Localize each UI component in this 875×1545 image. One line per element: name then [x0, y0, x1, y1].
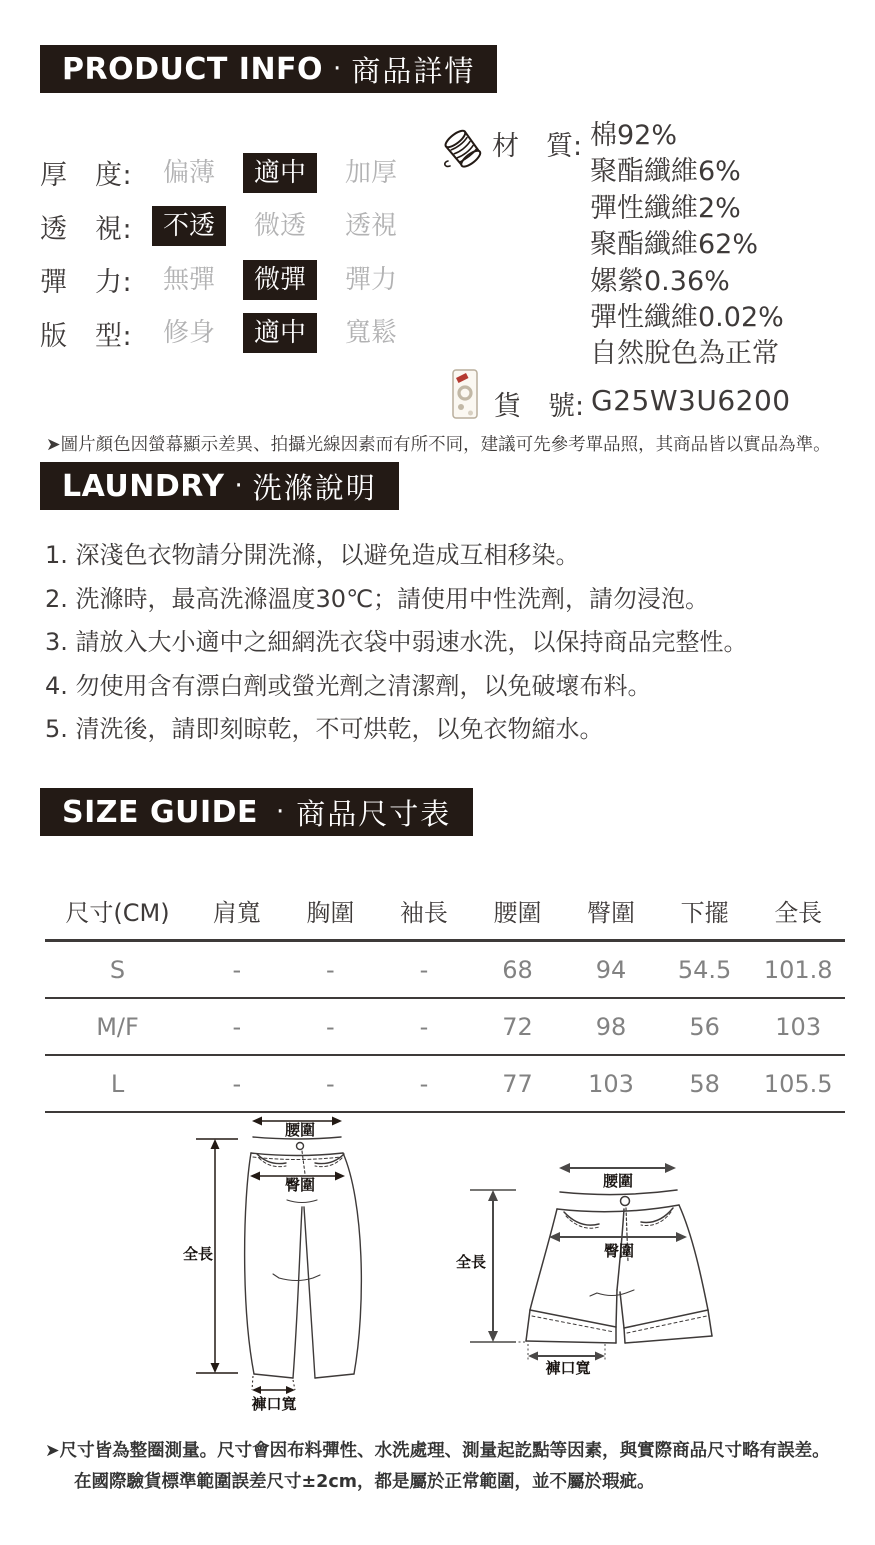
size-cell: - — [326, 955, 335, 984]
attribute-row-sheerness — [40, 200, 425, 254]
shorts-hip-label: 臀圍 — [603, 1242, 635, 1260]
attribute-option: 微透 — [253, 211, 306, 242]
size-table-header: 袖長 — [399, 899, 448, 927]
size-cell: - — [326, 1069, 335, 1098]
size-table-header: 腰圍 — [493, 899, 542, 927]
shorts-hem-width-label: 褲口寬 — [545, 1359, 591, 1377]
laundry-instruction: 1. 深淺色衣物請分開洗滌，以避免造成互相移染。 — [45, 541, 580, 569]
size-cell: 58 — [689, 1069, 720, 1098]
attribute-option: 不透 — [152, 206, 226, 246]
material-line: 彈性纖維0.02% — [590, 302, 784, 334]
size-cell: 101.8 — [763, 955, 833, 984]
separator-dot: · — [333, 54, 342, 84]
material-line: 聚酯纖維62% — [590, 229, 759, 261]
material-line: 棉92% — [590, 120, 678, 151]
laundry-instruction: 2. 洗滌時，最高洗滌溫度30℃；請使用中性洗劑，請勿浸泡。 — [45, 584, 710, 613]
attribute-row-fit — [40, 307, 425, 361]
color-difference-note: ➤圖片顏色因螢幕顯示差異、拍攝光線因素而有所不同，建議可先參考單品照，其商品皆以實品為準。 — [46, 435, 831, 455]
size-table — [45, 882, 845, 1113]
attribute-option: 微彈 — [243, 260, 317, 300]
size-footnote — [45, 1437, 830, 1493]
material-line: 聚酯纖維6% — [590, 156, 741, 188]
attribute-option: 偏薄 — [162, 157, 215, 188]
attribute-option: 適中 — [243, 313, 317, 353]
attribute-label: 彈 力: — [40, 267, 133, 299]
hang-tag-icon — [450, 368, 482, 422]
laundry-instruction: 5. 清洗後，請即刻晾乾，不可烘乾，以免衣物縮水。 — [45, 715, 604, 743]
pants-waist-label: 腰圍 — [284, 1121, 316, 1139]
size-table-header: 全長 — [774, 899, 823, 927]
separator-dot: · — [234, 471, 243, 501]
size-cell: 72 — [502, 1012, 533, 1041]
separator-dot: · — [276, 797, 285, 827]
size-cell: - — [419, 1069, 429, 1098]
product-info-title-en: PRODUCT INFO — [62, 51, 324, 87]
size-cell: 94 — [595, 955, 627, 984]
shorts-waist-label: 腰圍 — [602, 1172, 634, 1190]
attribute-row-elasticity — [40, 253, 425, 307]
size-table-row-l — [45, 1055, 845, 1112]
size-guide-title-zh: 商品尺寸表 — [296, 796, 452, 831]
laundry-instruction: 3. 請放入大小適中之細網洗衣袋中弱速水洗，以保持商品完整性。 — [45, 628, 748, 656]
pants-measurement-diagram — [152, 1106, 442, 1431]
size-table-header: 胸圍 — [306, 899, 355, 927]
laundry-title-zh: 洗滌說明 — [252, 470, 377, 505]
size-cell: - — [232, 1069, 242, 1098]
size-cell: 98 — [595, 1012, 627, 1041]
thread-spool-icon — [440, 126, 488, 174]
size-table-header: 臀圍 — [587, 899, 636, 927]
attribute-label: 版 型: — [40, 320, 133, 352]
attribute-option: 彈力 — [344, 264, 397, 295]
size-cell: M/F — [96, 1012, 139, 1041]
size-footnote-line1: ➤尺寸皆為整圈測量。尺寸會因布料彈性、水洗處理、測量起訖點等因素，與實際商品尺寸略有誤差。 — [45, 1441, 830, 1461]
material-line: 彈性纖維2% — [590, 192, 741, 224]
material-line: 自然脫色為正常 — [590, 338, 779, 370]
size-guide-title-en: SIZE GUIDE — [62, 794, 259, 830]
attribute-row-thickness — [40, 146, 425, 200]
size-cell: 54.5 — [677, 955, 732, 984]
pants-length-label: 全長 — [182, 1245, 214, 1263]
attribute-option: 適中 — [243, 153, 317, 193]
size-cell: - — [232, 955, 242, 984]
laundry-instruction-list — [45, 534, 748, 752]
laundry-title-en: LAUNDRY — [62, 468, 225, 504]
laundry-instruction: 4. 勿使用含有漂白劑或螢光劑之清潔劑，以免破壞布料。 — [45, 671, 652, 700]
shorts-length-label: 全長 — [455, 1253, 487, 1271]
size-cell: L — [110, 1069, 125, 1098]
size-table-header: 肩寬 — [212, 899, 261, 927]
attribute-label: 透 視: — [40, 213, 133, 245]
product-info-title-zh: 商品詳情 — [351, 53, 476, 88]
size-cell: 56 — [689, 1012, 720, 1041]
laundry-header — [40, 462, 399, 510]
material-line: 嫘縈0.36% — [590, 265, 730, 297]
size-cell: 103 — [588, 1069, 634, 1098]
size-table-header: 尺寸(CM) — [65, 899, 170, 927]
attribute-option: 透視 — [344, 211, 397, 242]
size-cell: S — [109, 955, 126, 984]
size-cell: - — [419, 1012, 429, 1041]
size-cell: 103 — [775, 1012, 822, 1041]
item-number-value: G25W3U6200 — [591, 384, 791, 417]
size-guide-header — [40, 788, 473, 836]
attribute-label: 厚 度: — [40, 160, 133, 192]
size-cell: 77 — [502, 1069, 533, 1098]
shorts-measurement-diagram — [440, 1130, 750, 1410]
size-cell: - — [419, 955, 429, 984]
attribute-list — [40, 146, 425, 360]
size-table-row-s — [45, 941, 845, 999]
attribute-option: 修身 — [162, 318, 215, 349]
attribute-option: 無彈 — [162, 264, 215, 295]
item-number-label: 貨 號: — [494, 391, 585, 422]
size-footnote-line2: 在國際驗貨標準範圍誤差尺寸±2cm，都是屬於正常範圍，並不屬於瑕疵。 — [74, 1472, 655, 1492]
size-cell: 105.5 — [763, 1069, 833, 1098]
attribute-option: 加厚 — [344, 157, 397, 188]
size-cell: 68 — [502, 955, 533, 984]
material-label: 材 質: — [492, 131, 583, 162]
size-cell: - — [326, 1012, 335, 1041]
pants-hip-label: 臀圍 — [284, 1176, 316, 1194]
size-table-header: 下擺 — [680, 899, 729, 927]
product-info-header — [40, 45, 497, 93]
material-lines — [590, 118, 784, 373]
size-cell: - — [232, 1012, 242, 1041]
size-table-row-mf — [45, 998, 845, 1055]
attribute-option: 寬鬆 — [344, 318, 397, 349]
pants-hem-width-label: 褲口寬 — [251, 1395, 297, 1413]
size-table-header-row — [45, 882, 845, 941]
